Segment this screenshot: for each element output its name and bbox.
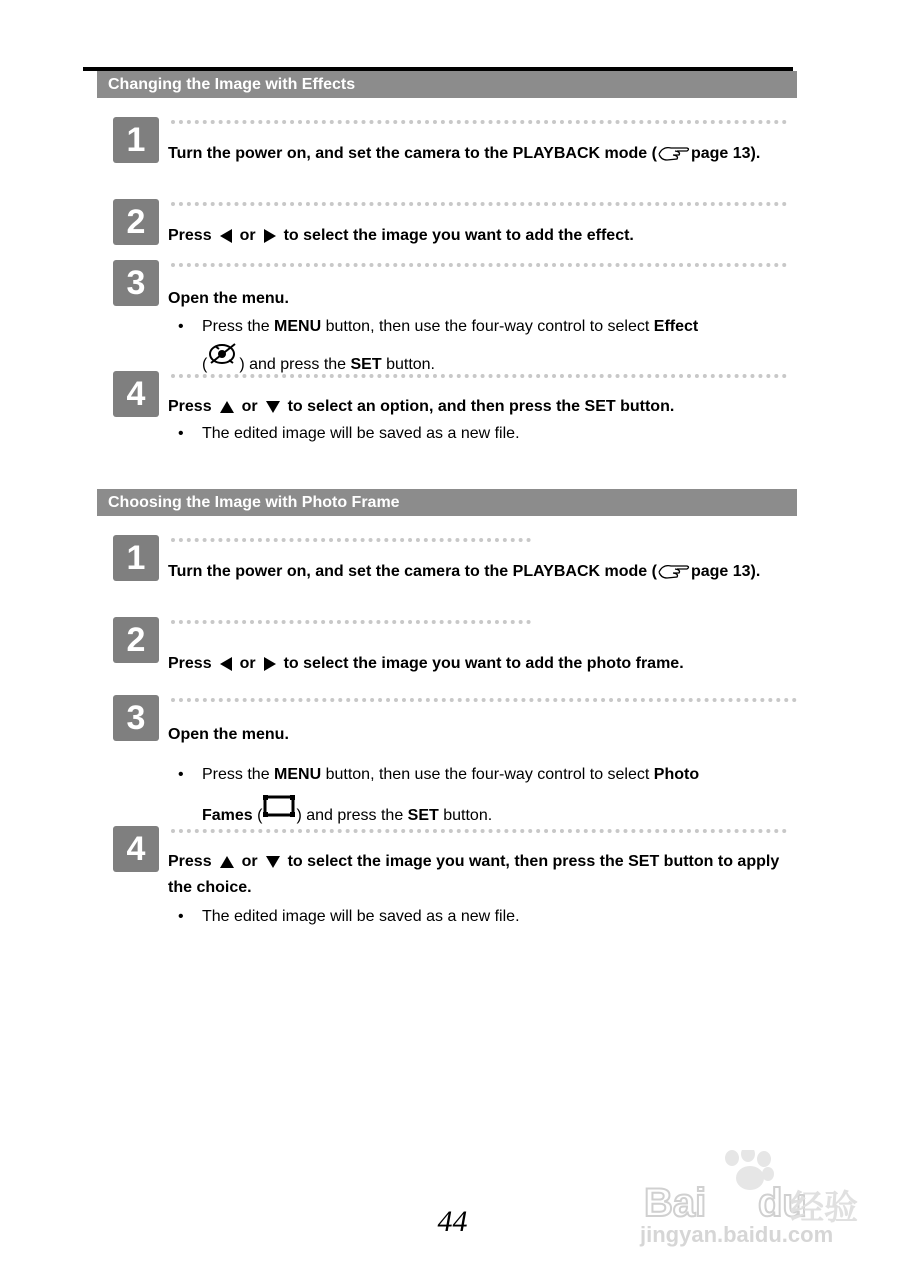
page-number: 44 (437, 1205, 468, 1238)
svg-text:du: du (758, 1181, 807, 1225)
pointing-hand-icon (657, 560, 691, 580)
step-text: Press or to select an option, and then press the SET button. (168, 398, 675, 415)
step-text: Open the menu. (168, 290, 289, 307)
watermark-cn: 经验 (790, 1189, 858, 1227)
dotted-divider (171, 263, 787, 267)
dotted-divider (171, 202, 787, 206)
step-number: 2 (113, 617, 159, 663)
up-arrow-icon (220, 856, 234, 868)
left-arrow-icon (220, 657, 232, 671)
pointing-hand-icon (657, 142, 691, 162)
bullet-item: • Press the MENU button, then use the four-way control to select Effect ( ) and press the SET button. (202, 313, 792, 379)
dotted-divider (171, 120, 787, 124)
step-text: Turn the power on, and set the camera to the PLAYBACK mode ( page 13). (168, 559, 798, 585)
down-arrow-icon (266, 401, 280, 413)
step-text: Press or to select the image you want, then press the SET button to apply the choice. (168, 853, 780, 896)
step-number: 1 (113, 117, 159, 163)
step-text: Press or to select the image you want to add the effect. (168, 227, 634, 244)
step-text: Press or to select the image you want to add the photo frame. (168, 655, 684, 672)
dotted-divider (171, 698, 797, 702)
dotted-divider (171, 538, 531, 542)
step-number: 2 (113, 199, 159, 245)
section-title-effects: Changing the Image with Effects (97, 71, 797, 98)
dotted-divider (171, 374, 787, 378)
baidu-watermark (640, 1150, 860, 1250)
right-arrow-icon (264, 229, 276, 243)
step-text: Open the menu. (168, 726, 289, 743)
step-number: 3 (113, 260, 159, 306)
section-title-photo-frame: Choosing the Image with Photo Frame (97, 489, 797, 516)
step-number: 1 (113, 535, 159, 581)
left-arrow-icon (220, 229, 232, 243)
step-number: 3 (113, 695, 159, 741)
dotted-divider (171, 829, 787, 833)
effect-icon (207, 341, 239, 367)
up-arrow-icon (220, 401, 234, 413)
bullet-item: • The edited image will be saved as a new file. (202, 420, 792, 448)
bullet-item: • The edited image will be saved as a new file. (202, 903, 792, 931)
watermark-url: jingyan.baidu.com (640, 1222, 834, 1247)
bullet-item: • Press the MENU button, then use the four-way control to select Photo Fames ( ) and press the SET button. (202, 756, 792, 835)
photo-frame-icon (262, 794, 296, 818)
step-number: 4 (113, 371, 159, 417)
dotted-divider (171, 620, 531, 624)
right-arrow-icon (264, 657, 276, 671)
step-number: 4 (113, 826, 159, 872)
down-arrow-icon (266, 856, 280, 868)
step-text: Turn the power on, and set the camera to the PLAYBACK mode ( page 13). (168, 141, 798, 167)
svg-text:Bai: Bai (644, 1181, 707, 1225)
